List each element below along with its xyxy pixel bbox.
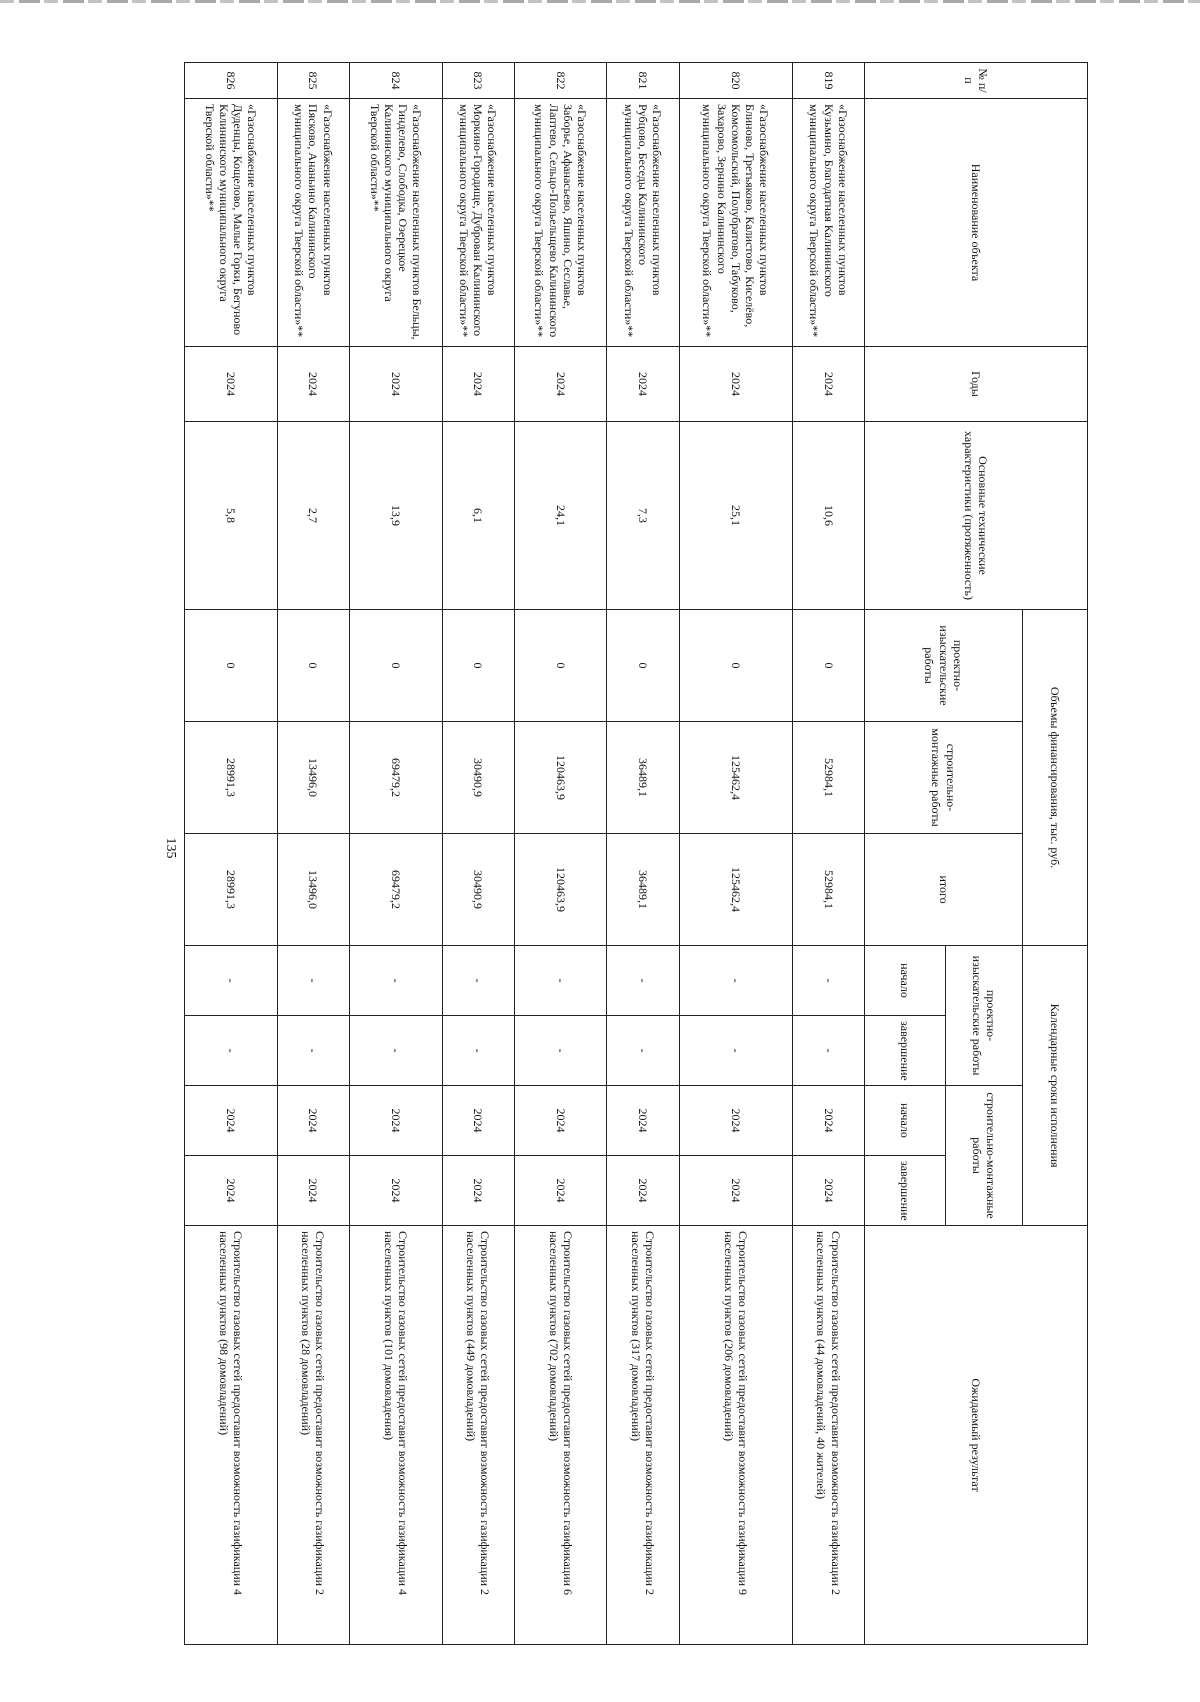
row-fin-construction: 52984,1 — [792, 722, 864, 834]
row-year: 2024 — [514, 347, 607, 422]
row-fin-survey: 0 — [185, 610, 278, 722]
row-fin-total: 52984,1 — [792, 834, 864, 946]
row-year: 2024 — [185, 347, 278, 422]
row-fin-survey: 0 — [679, 610, 792, 722]
row-fin-survey: 0 — [792, 610, 864, 722]
row-fin-survey: 0 — [514, 610, 607, 722]
row-build-end: 2024 — [792, 1156, 864, 1226]
page-number: 135 — [163, 837, 178, 859]
row-tech: 10,6 — [792, 422, 864, 610]
row-survey-end: - — [185, 1016, 278, 1086]
row-tech: 6,1 — [442, 422, 514, 610]
row-name: «Газоснабжение населенных пунктов Моркино-Городище, Дуброван Калининского муниципального округа Тверской области»** — [442, 99, 514, 347]
row-survey-end: - — [679, 1016, 792, 1086]
header-result: Ожидаемый результат — [865, 1226, 1088, 1645]
row-tech: 25,1 — [679, 422, 792, 610]
row-year: 2024 — [277, 347, 349, 422]
row-tech: 2,7 — [277, 422, 349, 610]
row-fin-construction: 28991,3 — [185, 722, 278, 834]
header-num: № п/п — [865, 63, 1088, 99]
row-tech: 24,1 — [514, 422, 607, 610]
row-fin-construction: 36489,1 — [607, 722, 679, 834]
row-num: 821 — [607, 63, 679, 99]
table-body — [185, 63, 865, 1645]
row-build-end: 2024 — [185, 1156, 278, 1226]
header-survey-end: завершение — [865, 1016, 946, 1086]
row-build-start: 2024 — [442, 1086, 514, 1156]
row-fin-construction: 13496,0 — [277, 722, 349, 834]
row-year: 2024 — [679, 347, 792, 422]
header-sched-survey: проектно-изыскательские работы — [946, 946, 1023, 1086]
header-build-end: завершение — [865, 1156, 946, 1226]
row-fin-total: 120463,9 — [514, 834, 607, 946]
header-name: Наименование объекта — [865, 99, 1088, 347]
row-name: «Газоснабжение населенных пунктов Дуденцы, Кощелово, Малые Горки, Бегуново Калининского муниципального округа Тверской области»** — [185, 99, 278, 347]
row-num: 823 — [442, 63, 514, 99]
row-fin-total: 13496,0 — [277, 834, 349, 946]
row-survey-start: - — [442, 946, 514, 1016]
row-result: Строительство газовых сетей предоставит возможность газификации 2 населенных пунктов (28 домовладений) — [277, 1226, 349, 1645]
row-build-end: 2024 — [679, 1156, 792, 1226]
table-row — [349, 63, 442, 1645]
row-survey-start: - — [514, 946, 607, 1016]
row-build-end: 2024 — [514, 1156, 607, 1226]
row-year: 2024 — [349, 347, 442, 422]
row-tech: 7,3 — [607, 422, 679, 610]
row-fin-survey: 0 — [349, 610, 442, 722]
row-fin-construction: 69479,2 — [349, 722, 442, 834]
table-row — [277, 63, 349, 1645]
table-row — [514, 63, 607, 1645]
row-num: 826 — [185, 63, 278, 99]
row-fin-construction: 30490,9 — [442, 722, 514, 834]
rotated-table-wrapper — [184, 62, 1088, 1644]
row-name: «Газоснабжение населенных пунктов Кузьмино, Благодатная Калининского муниципального округа Тверской области»** — [792, 99, 864, 347]
row-name: «Газоснабжение населенных пунктов Пясково, Ананьино Калининского муниципального округа Тверской области»** — [277, 99, 349, 347]
row-year: 2024 — [607, 347, 679, 422]
row-fin-total: 125462,4 — [679, 834, 792, 946]
row-result: Строительство газовых сетей предоставит возможность газификации 2 населенных пунктов (317 домовладений) — [607, 1226, 679, 1645]
header-schedule-group: Календарные сроки исполнения — [1023, 946, 1088, 1226]
row-fin-survey: 0 — [442, 610, 514, 722]
row-name: «Газоснабжение населенных пунктов Блиново, Третьяково, Калистово, Киселёво, Комсомольский, Полубратово, Табуково, Захарово, Зернино Калининского муниципального округа Тверской области»** — [679, 99, 792, 347]
row-build-end: 2024 — [277, 1156, 349, 1226]
row-fin-construction: 120463,9 — [514, 722, 607, 834]
row-result: Строительство газовых сетей предоставит возможность газификации 6 населенных пунктов (702 домовладений) — [514, 1226, 607, 1645]
row-build-end: 2024 — [349, 1156, 442, 1226]
row-survey-end: - — [349, 1016, 442, 1086]
row-survey-end: - — [514, 1016, 607, 1086]
objects-table — [184, 62, 1088, 1645]
row-year: 2024 — [792, 347, 864, 422]
header-years: Годы — [865, 347, 1088, 422]
row-survey-end: - — [792, 1016, 864, 1086]
row-build-start: 2024 — [792, 1086, 864, 1156]
row-result: Строительство газовых сетей предоставит возможность газификации 2 населенных пунктов (449 домовладений) — [442, 1226, 514, 1645]
row-build-start: 2024 — [185, 1086, 278, 1156]
table-row — [792, 63, 864, 1645]
header-fin-total: итого — [865, 834, 1023, 946]
header-build-start: начало — [865, 1086, 946, 1156]
row-build-end: 2024 — [442, 1156, 514, 1226]
row-fin-construction: 125462,4 — [679, 722, 792, 834]
row-survey-start: - — [277, 946, 349, 1016]
row-result: Строительство газовых сетей предоставит возможность газификации 9 населенных пунктов (206 домовладений) — [679, 1226, 792, 1645]
row-fin-total: 36489,1 — [607, 834, 679, 946]
header-tech: Основные технические характеристики (протяженность) — [865, 422, 1088, 610]
row-name: «Газоснабжение населенных пунктов Рубцово, Беседы Калининского муниципального округа Тверской области»** — [607, 99, 679, 347]
table-row — [679, 63, 792, 1645]
row-result: Строительство газовых сетей предоставит возможность газификации 2 населенных пунктов (44 домовладений, 40 жителей) — [792, 1226, 864, 1645]
header-finance-group: Объемы финансирования, тыс. руб. — [1023, 610, 1088, 946]
row-year: 2024 — [442, 347, 514, 422]
row-num: 825 — [277, 63, 349, 99]
row-tech: 13,9 — [349, 422, 442, 610]
row-survey-end: - — [277, 1016, 349, 1086]
row-num: 819 — [792, 63, 864, 99]
row-tech: 5,8 — [185, 422, 278, 610]
row-survey-start: - — [607, 946, 679, 1016]
header-fin-construction: строительно-монтажные работы — [865, 722, 1023, 834]
row-result: Строительство газовых сетей предоставит возможность газификации 4 населенных пунктов (101 домовладения) — [349, 1226, 442, 1645]
header-fin-survey: проектно-изыскательские работы — [865, 610, 1023, 722]
table-row — [607, 63, 679, 1645]
row-fin-total: 28991,3 — [185, 834, 278, 946]
row-num: 822 — [514, 63, 607, 99]
row-build-end: 2024 — [607, 1156, 679, 1226]
row-survey-end: - — [442, 1016, 514, 1086]
table-row — [185, 63, 278, 1645]
header-survey-start: начало — [865, 946, 946, 1016]
row-build-start: 2024 — [349, 1086, 442, 1156]
row-name: «Газоснабжение населенных пунктов Заборье, Афанасьево, Яшино, Сеславье, Лаптево, Сельцо-Польельщево Калининского муниципального округа Тверской области»** — [514, 99, 607, 347]
row-num: 824 — [349, 63, 442, 99]
header-sched-construction: строительно-монтажные работы — [946, 1086, 1023, 1226]
row-build-start: 2024 — [514, 1086, 607, 1156]
row-result: Строительство газовых сетей предоставит возможность газификации 4 населенных пунктов (98 домовладений) — [185, 1226, 278, 1645]
row-fin-survey: 0 — [607, 610, 679, 722]
row-build-start: 2024 — [679, 1086, 792, 1156]
header-row-1 — [1023, 63, 1088, 1645]
row-survey-end: - — [607, 1016, 679, 1086]
row-num: 820 — [679, 63, 792, 99]
row-fin-total: 69479,2 — [349, 834, 442, 946]
row-survey-start: - — [185, 946, 278, 1016]
row-fin-survey: 0 — [277, 610, 349, 722]
row-build-start: 2024 — [277, 1086, 349, 1156]
row-survey-start: - — [349, 946, 442, 1016]
row-survey-start: - — [679, 946, 792, 1016]
scan-top-edge — [0, 0, 1200, 3]
row-fin-total: 30490,9 — [442, 834, 514, 946]
row-name: «Газоснабжение населенных пунктов Бельцы, Гинделево, Слободка, Озерецкое Калининского муниципального округа Тверской области»** — [349, 99, 442, 347]
table-row — [442, 63, 514, 1645]
row-survey-start: - — [792, 946, 864, 1016]
row-build-start: 2024 — [607, 1086, 679, 1156]
